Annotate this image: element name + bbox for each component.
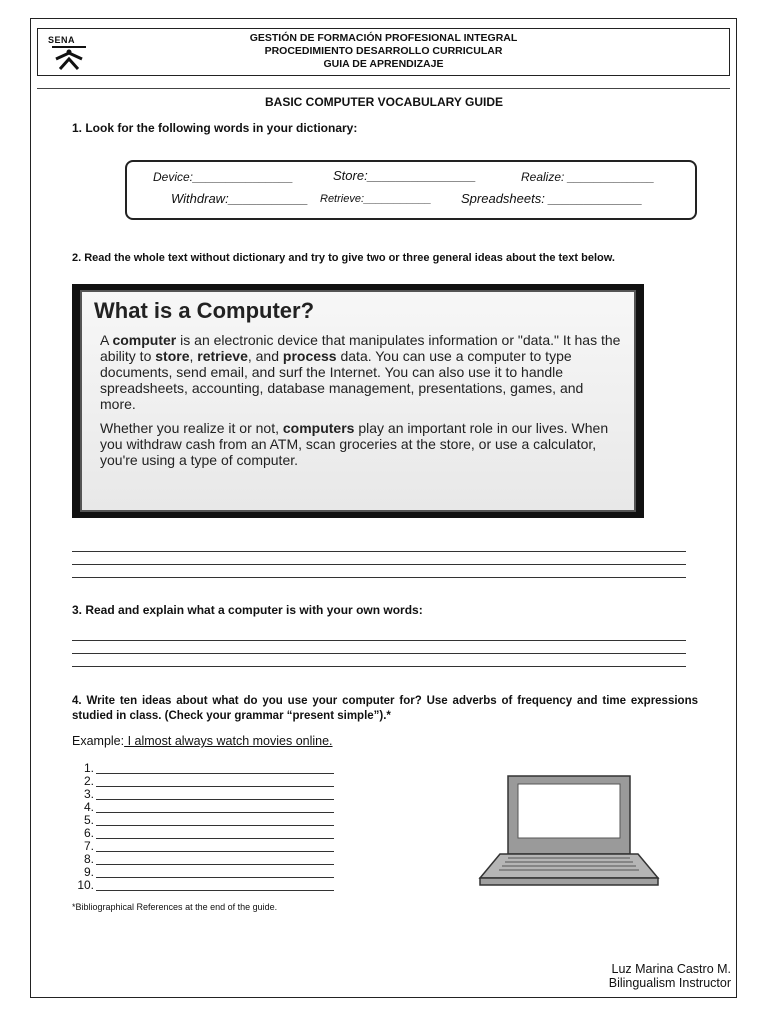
list-item[interactable]: 10. bbox=[72, 879, 94, 892]
signature bbox=[609, 962, 731, 990]
vocab-withdraw: Withdraw:___________ bbox=[171, 191, 309, 206]
answer-line-q2-1[interactable] bbox=[72, 551, 686, 552]
header-line1: GESTIÓN DE FORMACIÓN PROFESIONAL INTEGRAL bbox=[249, 32, 518, 44]
reading-title: What is a Computer? bbox=[94, 298, 315, 323]
header-text bbox=[38, 32, 729, 71]
question-2: 2. Read the whole text without dictionary and try to give two or three general ideas about the text below. bbox=[72, 252, 615, 264]
example-label: Example: bbox=[72, 734, 125, 748]
reading-panel bbox=[80, 290, 636, 512]
numbered-answer-list bbox=[72, 762, 94, 892]
header-divider bbox=[37, 88, 730, 89]
footnote: *Bibliographical References at the end of the guide. bbox=[72, 902, 278, 912]
example-text: I almost always watch movies online. bbox=[124, 734, 333, 748]
vocab-spreadsheets: Spreadsheets: _____________ bbox=[461, 191, 643, 206]
header-box bbox=[37, 28, 730, 76]
signature-name: Luz Marina Castro M. bbox=[611, 962, 731, 976]
list-item[interactable]: 7. bbox=[72, 840, 94, 853]
reading-frame bbox=[72, 284, 644, 518]
vocab-device: Device:_______________ bbox=[153, 170, 294, 184]
answer-line-q2-2[interactable] bbox=[72, 564, 686, 565]
header-line2: PROCEDIMIENTO DESARROLLO CURRICULAR bbox=[264, 45, 503, 57]
list-item[interactable]: 4. bbox=[72, 801, 94, 814]
vocab-realize: Realize: _____________ bbox=[521, 170, 655, 184]
question-3: 3. Read and explain what a computer is with your own words: bbox=[72, 603, 423, 617]
answer-line-q3-1[interactable] bbox=[72, 640, 686, 641]
example bbox=[72, 734, 333, 748]
answer-line-q3-3[interactable] bbox=[72, 666, 686, 667]
answer-line-q3-2[interactable] bbox=[72, 653, 686, 654]
list-item[interactable]: 2. bbox=[72, 775, 94, 788]
laptop-illustration bbox=[478, 772, 660, 888]
logo-text: SENA bbox=[48, 35, 76, 45]
list-item[interactable]: 1. bbox=[72, 762, 94, 775]
vocab-box bbox=[125, 160, 697, 220]
page-title: BASIC COMPUTER VOCABULARY GUIDE bbox=[264, 95, 503, 109]
list-item[interactable]: 9. bbox=[72, 866, 94, 879]
signature-role: Bilingualism Instructor bbox=[608, 976, 731, 990]
question-4: 4. Write ten ideas about what do you use your computer for? Use adverbs of frequency and time expressions studied in class. (Check your grammar “present simple”).* bbox=[72, 695, 698, 722]
vocab-retrieve: Retrieve:___________ bbox=[320, 193, 432, 205]
reading-paragraph-2: Whether you realize it or not, computers play an important role in our lives. When you withdraw cash from an ATM, scan groceries at the store, or use a calculator, you're using a type of computer. bbox=[100, 420, 609, 468]
reading-paragraph-1: A computer is an electronic device that manipulates information or "data." It has the ability to store, retrieve, and process data. You can use a computer to type documents, send email, and surf the Internet. You can also use it to handle spreadsheets, accounting, database management, presentations, games, and more. bbox=[100, 332, 621, 412]
list-item[interactable]: 5. bbox=[72, 814, 94, 827]
header-line3: GUIA DE APRENDIZAJE bbox=[323, 58, 444, 70]
list-item[interactable]: 3. bbox=[72, 788, 94, 801]
list-item[interactable]: 8. bbox=[72, 853, 94, 866]
vocab-store: Store:_______________ bbox=[333, 168, 477, 183]
list-item[interactable]: 6. bbox=[72, 827, 94, 840]
answer-line-q2-3[interactable] bbox=[72, 577, 686, 578]
question-1: 1. Look for the following words in your dictionary: bbox=[72, 121, 358, 135]
